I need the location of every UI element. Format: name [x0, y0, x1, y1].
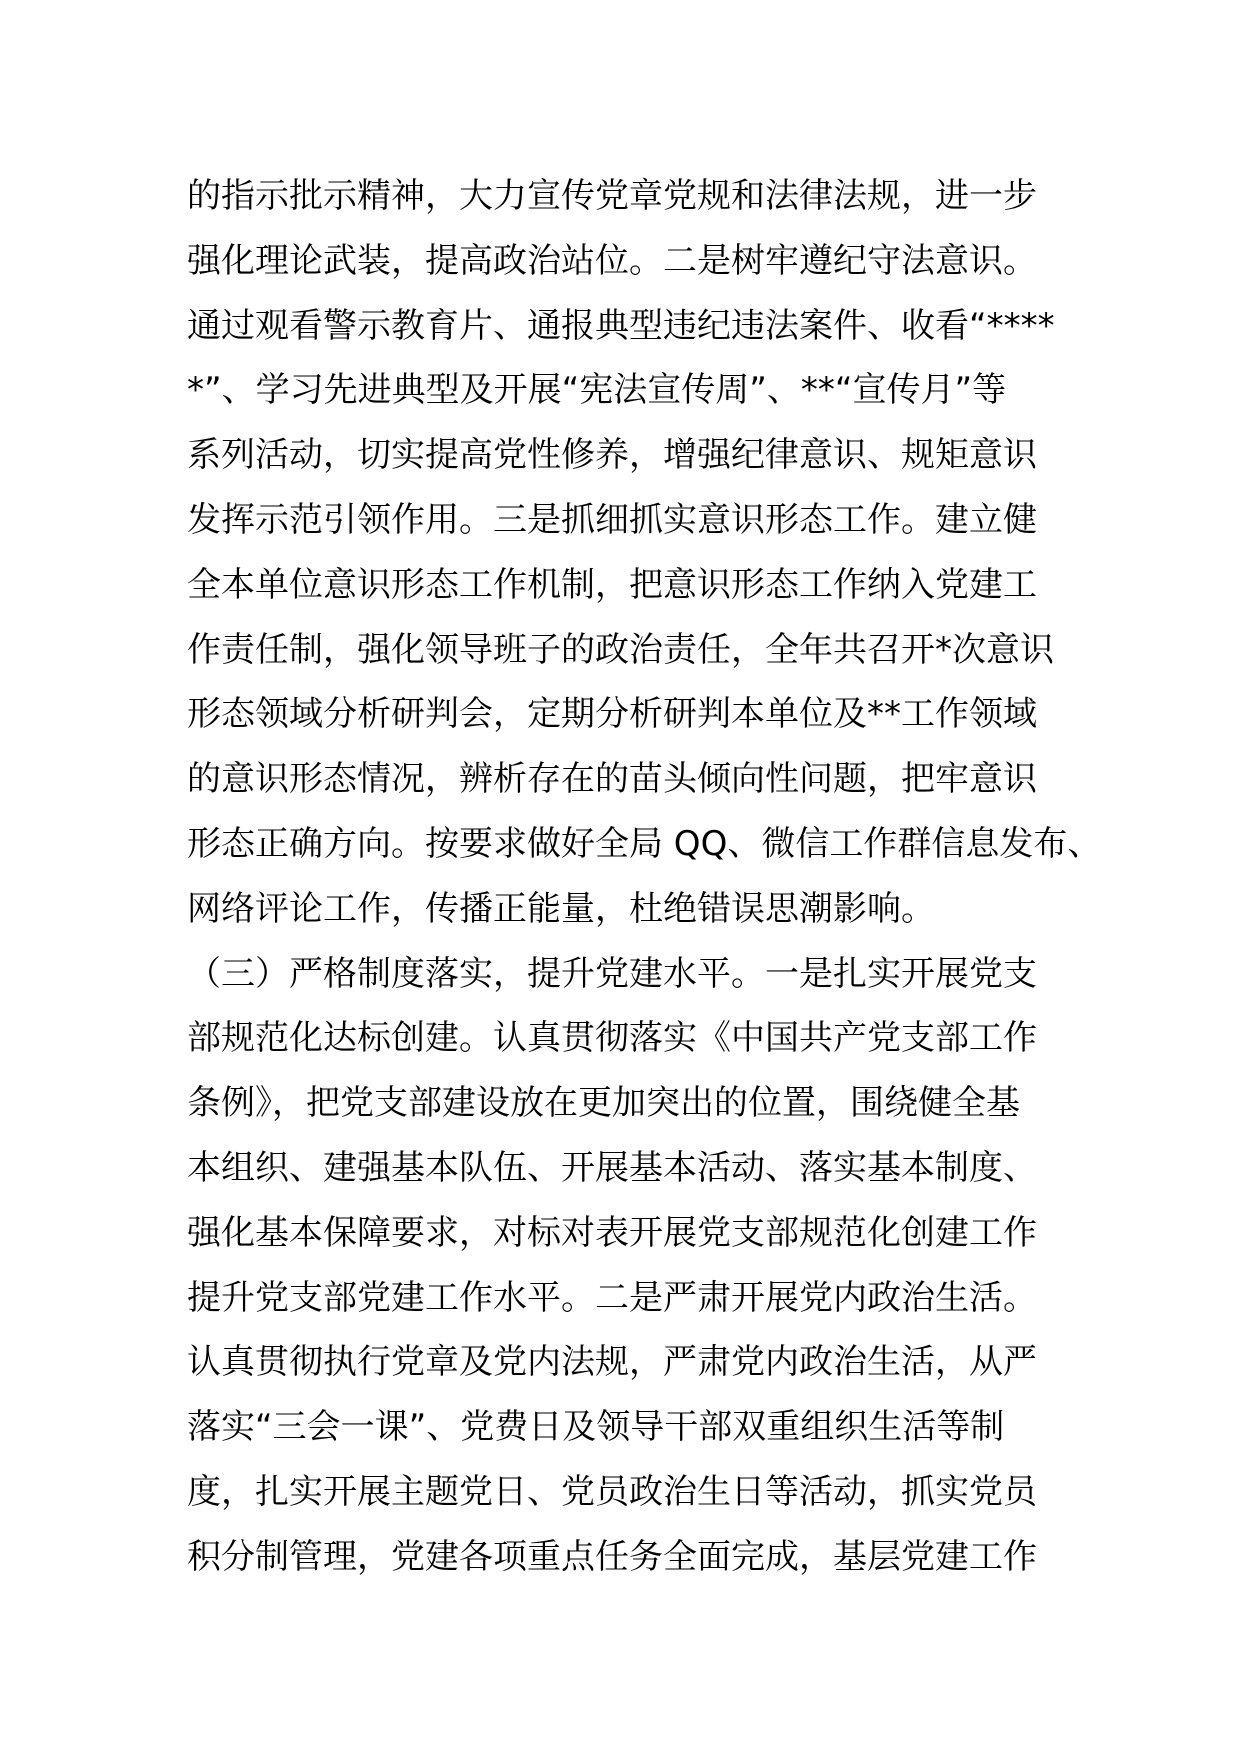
text-line: 本组织、建强基本队伍、开展基本活动、落实基本制度、 — [187, 1147, 1037, 1188]
text-line: 作责任制，强化领导班子的政治责任，全年共召开*次意识 — [187, 629, 1054, 670]
text-line: 强化理论武装，提高政治站位。二是树牢遵纪守法意识。 — [187, 240, 1037, 281]
text-line: 度，扎实开展主题党日、党员政治生日等活动，抓实党员 — [187, 1471, 1037, 1512]
document-body — [187, 164, 1102, 1590]
text-line: 全本单位意识形态工作机制，把意识形态工作纳入党建工 — [187, 564, 1037, 605]
text-line: 形态领域分析研判会，定期分析研判本单位及**工作领域 — [187, 694, 1037, 735]
text-line: 形态正确方向。按要求做好全局 QQ、微信工作群信息发布、 — [187, 823, 1102, 864]
text-line: 网络评论工作，传播正能量，杜绝错误思潮影响。 — [187, 888, 935, 929]
text-line: 提升党支部党建工作水平。二是严肃开展党内政治生活。 — [187, 1277, 1037, 1318]
text-line: 的意识形态情况，辨析存在的苗头倾向性问题，把牢意识 — [187, 759, 1037, 800]
text-line: 强化基本保障要求，对标对表开展党支部规范化创建工作 — [187, 1212, 1037, 1253]
text-line: 的指示批示精神，大力宣传党章党规和法律法规，进一步 — [187, 176, 1037, 216]
text-line: *”、学习先进典型及开展“宪法宣传周”、**“宣传月”等 — [187, 370, 1007, 411]
text-line: 部规范化达标创建。认真贯彻落实《中国共产党支部工作 — [187, 1018, 1037, 1059]
section-heading-line: （三）严格制度落实，提升党建水平。一是扎实开展党支 — [187, 953, 1037, 994]
text-line: 发挥示范引领作用。三是抓细抓实意识形态工作。建立健 — [187, 499, 1037, 540]
text-line: 通过观看警示教育片、通报典型违纪违法案件、收看“**** — [187, 305, 1055, 346]
text-line: 积分制管理，党建各项重点任务全面完成，基层党建工作 — [187, 1536, 1037, 1577]
text-line: 认真贯彻执行党章及党内法规，严肃党内政治生活，从严 — [187, 1342, 1037, 1383]
text-line: 系列活动，切实提高党性修养，增强纪律意识、规矩意识 — [187, 435, 1037, 476]
text-line: 条例》，把党支部建设放在更加突出的位置，围绕健全基 — [187, 1083, 1020, 1124]
text-line: 落实“三会一课”、党费日及领导干部双重组织生活等制 — [187, 1407, 1005, 1448]
